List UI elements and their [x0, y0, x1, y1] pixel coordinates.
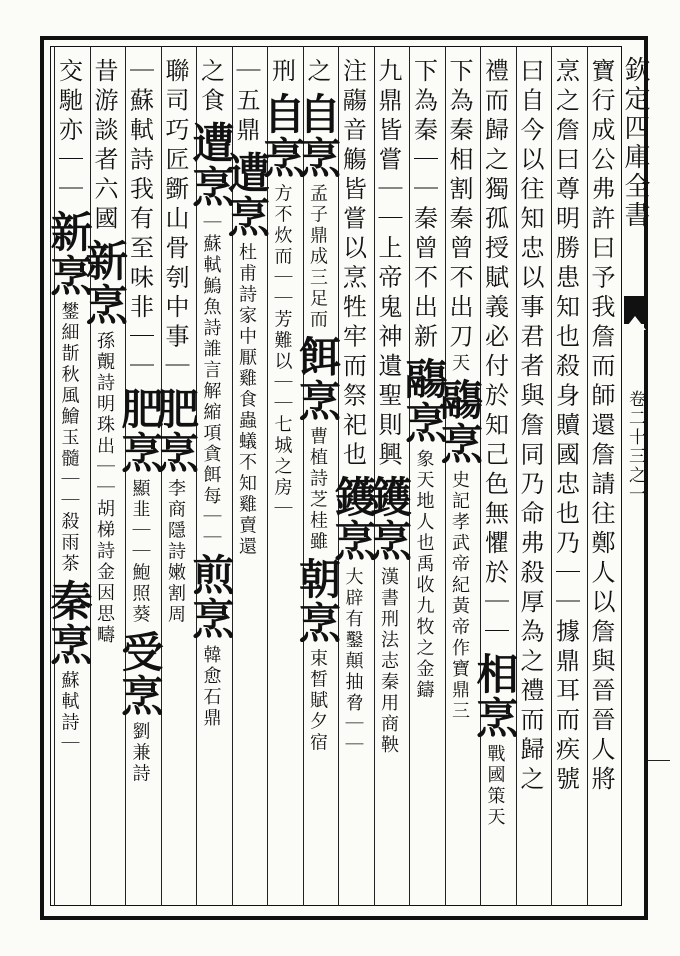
- headword: 鑊烹: [328, 475, 378, 563]
- annotation-text: 漢書刑法志秦用商鞅: [378, 567, 399, 756]
- headword: 鑊烹: [364, 475, 413, 563]
- annotation-text: 芳難以｜｜: [271, 309, 293, 415]
- text-column: [364, 58, 413, 898]
- headword: 自烹: [293, 91, 342, 180]
- body-text: 九鼎皆嘗｜｜上帝鬼神遺聖則興: [374, 58, 402, 471]
- annotation-text: 因思疇: [94, 583, 115, 646]
- annotation-text: 七城之房｜: [271, 414, 293, 520]
- body-text: 禮而歸之: [516, 677, 544, 796]
- body-text: 聯司巧匠斵山骨刳中事｜: [161, 58, 189, 383]
- text-column: [588, 58, 622, 898]
- headword: 受烹: [115, 629, 165, 718]
- text-column: [293, 58, 342, 898]
- text-column: [80, 58, 129, 898]
- annotation-text: 天: [449, 353, 470, 374]
- text-column: [552, 58, 586, 898]
- text-column: [517, 58, 551, 898]
- annotation-text: 蘇軾詩｜: [58, 670, 80, 755]
- body-text: ｜蘇軾詩我有至味非｜｜: [125, 58, 154, 383]
- headword: 鬺烹: [399, 357, 449, 445]
- annotation-text: 束晳賦夕宿: [307, 648, 328, 754]
- headword: 新烹: [80, 239, 129, 327]
- text-column: [115, 58, 165, 898]
- annotation-text: 大辟有鑿顛抽脅｜｜: [342, 567, 364, 756]
- body-text: ｜五鼎: [232, 58, 260, 147]
- body-text: 之食: [196, 58, 225, 117]
- annotation-text: ｜蘇軾鰞魚詩誰言解縮項貪餌每｜｜: [200, 213, 222, 549]
- text-column: [257, 58, 307, 898]
- headword: 遭烹: [186, 121, 236, 209]
- headword: 餌烹: [293, 334, 342, 423]
- annotation-text: 劉兼詩: [129, 721, 151, 785]
- annotation-text: 孟子鼎成三足而: [307, 183, 328, 331]
- annotation-text: 鐢細斮秋風鱠玉髓｜｜殺雨茶: [58, 301, 80, 575]
- book-title: 欽定四庫全書: [620, 56, 650, 230]
- annotation-text: 曹植詩芝桂雖: [307, 426, 328, 553]
- text-column: [399, 58, 449, 898]
- text-column: [328, 58, 378, 898]
- annotation-text: 戰國策天: [484, 744, 506, 828]
- annotation-text: 杜甫詩家中厭雞食蟲蟻不知雞賣還: [236, 242, 257, 558]
- headword: 相烹: [470, 652, 520, 740]
- headword: 煎烹: [186, 553, 236, 641]
- body-text: 曰自今以往知忠以事君者與詹同乃命弗殺厚為之: [516, 58, 544, 678]
- body-text: 昔游談者六國: [90, 58, 118, 235]
- annotation-text: 李商隱詩嫩割周: [165, 478, 186, 626]
- body-text: 之: [303, 58, 331, 88]
- body-text: 禮而歸之獨孤授賦義必付於知己色無懼於｜｜: [480, 58, 509, 648]
- annotation-text: 象天地人也禹收九牧之金鑄: [413, 449, 435, 701]
- text-column: [44, 58, 94, 898]
- headword: 遭烹: [222, 150, 271, 239]
- body-text: 寶行成公弗許曰予我詹而師還詹請往鄭人以詹與晉晉人將: [587, 58, 615, 796]
- annotation-text: 韓愈石鼎: [200, 645, 222, 729]
- annotation-text: 方不炊而｜｜: [271, 183, 293, 310]
- headword: 肥烹: [151, 386, 200, 475]
- text-column: [470, 58, 520, 898]
- headword: 自烹: [257, 91, 307, 180]
- headword: 秦烹: [44, 578, 94, 667]
- annotation-text: 顯韭｜｜鮑照葵: [129, 478, 151, 626]
- headword: 朝烹: [293, 556, 342, 645]
- body-text: 交馳亦｜｜: [54, 58, 83, 206]
- body-text: 注鬺音觴皆嘗以烹牲牢而祭祀也: [338, 58, 367, 471]
- annotation-text: 孫覿詩明珠出｜｜胡梯詩金: [94, 331, 115, 583]
- body-text: 刑: [267, 58, 296, 88]
- text-column: [151, 58, 200, 898]
- text-column: [222, 58, 271, 898]
- body-text: 下為秦｜｜秦曾不出新: [409, 58, 438, 353]
- body-text: 烹之詹曰尊明勝患知也殺身贖國忠也乃｜｜據鼎耳而疾號: [551, 58, 580, 796]
- body-text: 下為秦相割秦曾不出刀: [445, 58, 473, 353]
- chapter-label: 卷二十三之一: [625, 390, 645, 504]
- headword: 新烹: [44, 209, 94, 298]
- margin-tick: [648, 760, 670, 761]
- annotation-text: 史記孝武帝紀黃帝作寶鼎三: [449, 470, 470, 722]
- headword: 鬺烹: [435, 378, 484, 466]
- text-column: [186, 58, 236, 898]
- text-column: [435, 58, 484, 898]
- headword: 肥烹: [115, 386, 165, 475]
